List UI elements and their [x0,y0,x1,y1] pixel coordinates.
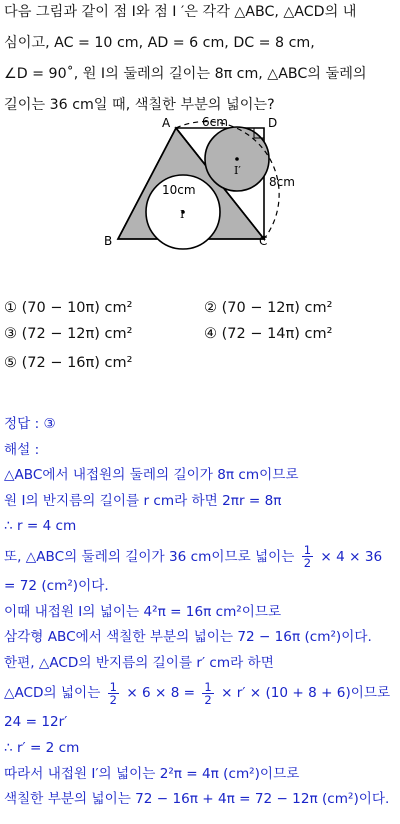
label-d: D [268,116,278,130]
fraction [108,681,119,706]
question-line-3: ∠D = 90˚, 원 I의 둘레의 길이는 8π cm, △ABC의 둘레의 [4,66,367,82]
point-i-prime [235,157,239,161]
explanation-text: △ACD의 넓이는 [4,685,101,702]
length-ad: 6cm [202,115,228,129]
length-ac: 10cm [162,183,196,197]
length-dc: 8cm [269,175,295,189]
explanation-line: 한편, △ACD의 반지름의 길이를 r′ cm라 하면 [4,654,274,671]
explanation-text: × 6 × 8 = [126,685,196,702]
fraction-denominator: 2 [109,692,117,707]
answer-label: 정답 : ③ [4,416,56,432]
label-c: C [259,234,268,248]
explanation-text: × r′ × (10 + 8 + 6)이므로 [221,685,391,702]
label-i-prime: I′ [234,164,241,177]
choice-3[interactable]: ③ (72 − 12π) cm² [4,326,133,342]
label-i: I [180,208,185,221]
fraction-numerator: 1 [204,679,212,694]
explanation-line: 색칠한 부분의 넓이는 72 − 16π + 4π = 72 − 12π (cm²)이다. [4,791,390,808]
choice-2[interactable]: ② (70 − 12π) cm² [204,300,333,316]
explanation-line [4,540,396,574]
explanation-line: ∴ r = 4 cm [4,518,77,535]
question-line-4: 길이는 36 cm일 때, 색칠한 부분의 넓이는? [4,97,275,113]
explanation-line: 따라서 내접원 I′의 넓이는 2²π = 4π (cm²)이므로 [4,765,300,782]
choice-1[interactable]: ① (70 − 10π) cm² [4,300,133,316]
fraction [302,544,313,569]
geometry-figure [100,114,300,254]
explanation-line: △ABC에서 내접원의 둘레의 길이가 8π cm이므로 [4,467,299,484]
explanation-line [4,676,396,710]
question-text [4,0,398,118]
explanation-line: 원 I의 반지름의 길이를 r cm라 하면 2πr = 8π [4,492,282,509]
explanation-line: = 72 (cm²)이다. [4,577,109,594]
explanation-text: × 4 × 36 [320,548,383,565]
question-line-2: 심이고, AC = 10 cm, AD = 6 cm, DC = 8 cm, [4,35,315,51]
question-line-1: 다음 그림과 같이 점 I와 점 I ′은 각각 △ABC, △ACD의 내 [4,4,357,20]
fraction-denominator: 2 [204,692,212,707]
fraction-numerator: 1 [109,679,117,694]
explanation-label: 해설 : [4,441,40,458]
fraction-numerator: 1 [303,543,312,558]
choice-4[interactable]: ④ (72 − 14π) cm² [204,326,333,342]
label-b: B [104,234,113,248]
explanation-line: 24 = 12r′ [4,714,68,731]
choice-5[interactable]: ⑤ (72 − 16π) cm² [4,355,133,371]
answer-explanation [4,412,396,813]
fraction [202,681,213,706]
explanation-line: 삼각형 ABC에서 색칠한 부분의 넓이는 72 − 16π (cm²)이다. [4,629,372,646]
fraction-denominator: 2 [303,556,312,571]
label-a: A [162,116,171,130]
explanation-line: 이때 내접원 I의 넓이는 4²π = 16π cm²이므로 [4,603,282,620]
explanation-text: 또, △ABC의 둘레의 길이가 36 cm이므로 넓이는 [4,548,295,565]
explanation-line: ∴ r′ = 2 cm [4,739,80,756]
